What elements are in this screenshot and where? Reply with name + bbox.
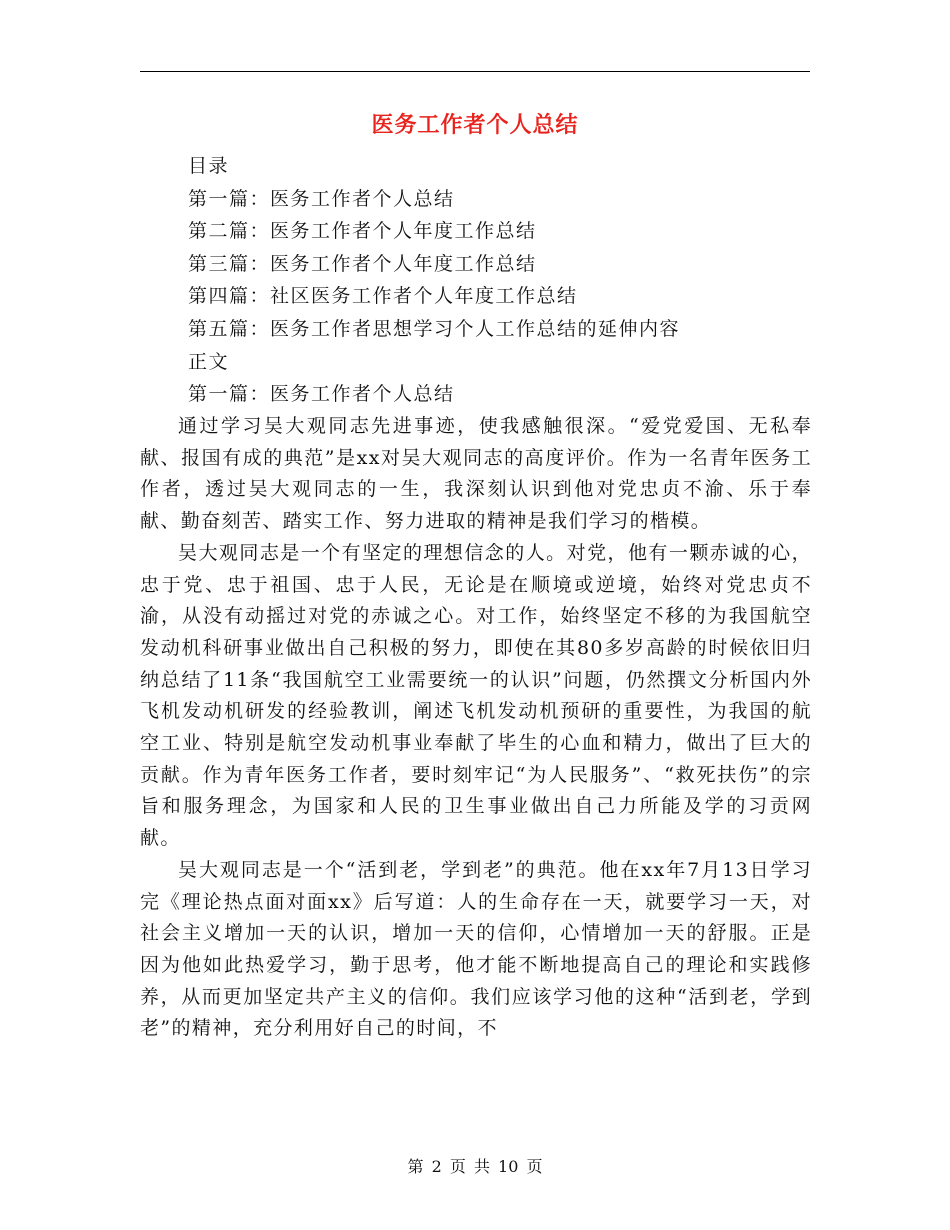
toc-item: 第五篇：医务工作者思想学习个人工作总结的延伸内容 (188, 317, 681, 340)
section-title: 第一篇：医务工作者个人总结 (188, 383, 455, 406)
body-paragraph: 通过学习吴大观同志先进事迹，使我感触很深。“爱党爱国、无私奉献、报国有成的典范”是xx对吴大观同志的高度评价。作为一名青年医务工作者，透过吴大观同志的一生，我深刻认识到他对党忠贞不渝、乐于奉献、勤奋刻苦、踏实工作、努力进取的精神是我们学习的楷模。 (140, 415, 812, 533)
body-paragraph: 吴大观同志是一个“活到老，学到老”的典范。他在xx年7月13日学习完《理论热点面对面xx》后写道：人的生命存在一天，就要学习一天，对社会主义增加一天的认识，增加一天的信仰，心情增加一天的舒服。正是因为他如此热爱学习，勤于思考，他才能不断地提高自己的理论和实践修养，从而更加坚定共产主义的信仰。我们应该学习他的这种“活到老，学到老”的精神，充分利用好自己的时间，不 (140, 858, 812, 1040)
header-rule (140, 71, 810, 72)
document-title: 医务工作者个人总结 (371, 112, 579, 138)
toc-item: 第一篇：医务工作者个人总结 (188, 187, 455, 210)
body-paragraph: 吴大观同志是一个有坚定的理想信念的人。对党，他有一颗赤诚的心，忠于党、忠于祖国、忠于人民，无论是在顺境或逆境，始终对党忠贞不渝，从没有动摇过对党的赤诚之心。对工作，始终坚定不移的为我国航空发动机科研事业做出自己积极的努力，即使在其80多岁高龄的时候依旧归纳总结了11条“我国航空工业需要统一的认识”问题，仍然撰文分析国内外飞机发动机研发的经验教训，阐述飞机发动机预研的重要性，为我国的航空工业、特别是航空发动机事业奉献了毕生的心血和精力，做出了巨大的贡献。作为青年医务工作者，要时刻牢记“为人民服务”、“救死扶伤”的宗旨和服务理念，为国家和人民的卫生事业做出自己力所能及学的习贡网献。 (140, 541, 812, 850)
toc-item: 第四篇：社区医务工作者个人年度工作总结 (188, 285, 578, 308)
toc-item: 第三篇：医务工作者个人年度工作总结 (188, 252, 537, 275)
toc-item: 第二篇：医务工作者个人年度工作总结 (188, 220, 537, 243)
document-body (140, 411, 812, 1045)
page-number-footer: 第 2 页 共 10 页 (407, 1157, 543, 1176)
toc-heading: 目录 (188, 155, 230, 177)
body-label: 正文 (188, 350, 230, 373)
table-of-contents (188, 150, 808, 411)
